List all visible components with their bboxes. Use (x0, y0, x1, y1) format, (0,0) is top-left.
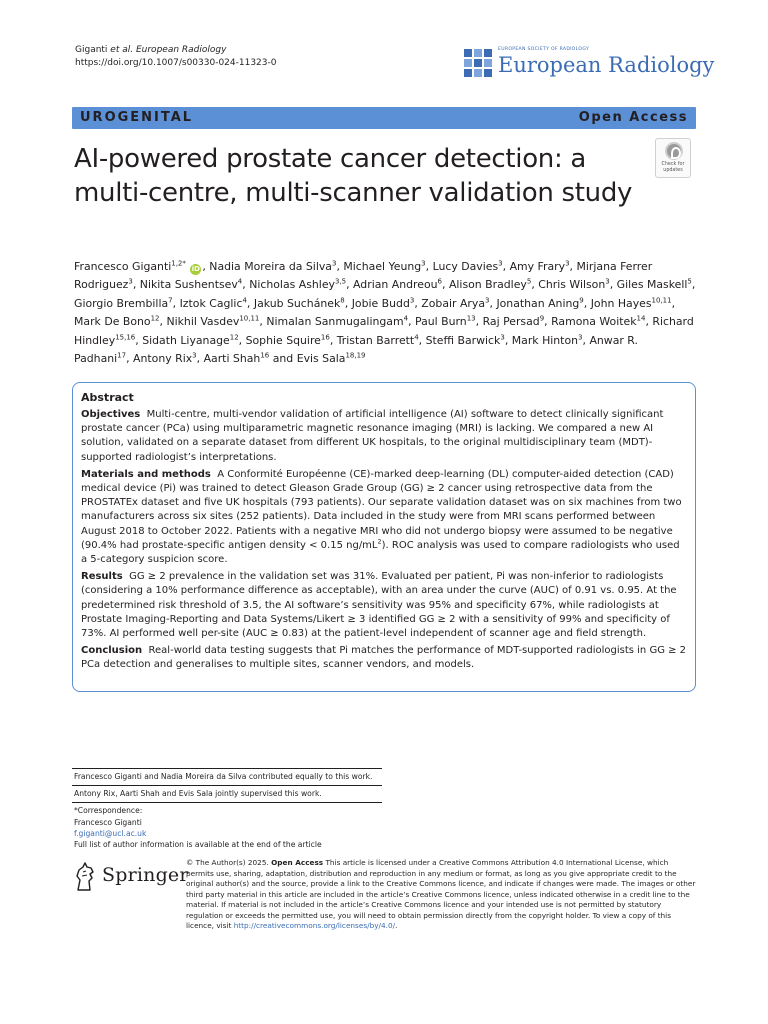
author-affiliation: 1,2* (171, 259, 186, 268)
author-entry (142, 334, 238, 347)
correspondence-email-link[interactable]: f.giganti@ucl.ac.uk (74, 828, 147, 838)
author-affiliation: 15,16 (115, 333, 136, 341)
correspondence-name: Francesco Giganti (74, 817, 142, 827)
author-affiliation: 10,11 (239, 314, 260, 323)
author-name[interactable]: Chris Wilson (538, 278, 606, 292)
author-affiliation: 3,5 (334, 277, 347, 286)
author-name[interactable]: Sidath Liyanage (142, 333, 230, 347)
author-entry (421, 297, 489, 310)
author-entry (74, 315, 160, 328)
author-name[interactable]: Richard Hindley (74, 315, 694, 347)
author-name[interactable]: Jobie Budd (351, 296, 410, 310)
journal-brand (462, 44, 715, 84)
publisher-logo (74, 862, 189, 898)
author-affiliation: 3 (498, 259, 503, 268)
author-entry (297, 352, 366, 365)
author-entry (591, 297, 672, 310)
author-name[interactable]: Raj Persad (482, 315, 540, 329)
author-name[interactable]: Ramona Woitek (551, 315, 637, 329)
abstract-methods (81, 468, 687, 567)
author-name[interactable]: Giorgio Brembilla (74, 296, 169, 310)
author-affiliation: 14 (636, 314, 646, 323)
author-affiliation: 3 (409, 296, 415, 305)
author-entry (209, 260, 336, 273)
author-affiliation: 12 (150, 314, 160, 323)
author-name[interactable]: Lucy Davies (432, 260, 499, 273)
author-name[interactable]: Tristan Barrett (336, 333, 415, 347)
author-name[interactable]: Sophie Squire (245, 333, 321, 347)
author-name[interactable]: Nimalan Sanmugalingam (266, 315, 404, 329)
author-affiliation: 4 (237, 277, 243, 286)
society-name: EUROPEAN SOCIETY OF RADIOLOGY (498, 47, 590, 52)
citation-doi[interactable]: https://doi.org/10.1007/s00330-024-11323-0 (75, 58, 277, 68)
author-affiliation: 5 (526, 277, 532, 286)
author-affiliation: 16 (320, 333, 330, 341)
author-affiliation: 3 (485, 296, 490, 305)
license-link[interactable]: http://creativecommons.org/licenses/by/4.0/ (233, 921, 396, 930)
equal-contribution-note: Francesco Giganti and Nadia Moreira da Silva contributed equally to this work. (74, 772, 373, 781)
author-affiliation: 16 (260, 351, 270, 360)
objectives-text: Multi-centre, multi-vendor validation of artificial intelligence (AI) software to detect clinically significant prostate cancer (PCa) using multiparametric magnetic resonance imaging (MRI) is lacking. We compared a new AI solution, validated on a separate dataset from different UK hospitals, to the original multidisciplinary team (MDT)-supported radiologist’s interpretations. (81, 409, 664, 463)
author-entry (449, 278, 531, 291)
author-affiliation: 7 (168, 296, 173, 305)
results-text: GG ≥ 2 prevalence in the validation set was 31%. Evaluated per patient, Pi was non-inferior to radiologists (considering a 10% performance difference as acceptable), with an area under the curve (AUC) of 0.91 vs. 0.95. At the predetermined risk threshold of 3.5, the AI software’s sensitivity was 95% and specificity 67%, while radiologists at Prostate Imaging-Reporting and Data Systems/Likert ≥ 3 identified GG ≥ 2 with a sensitivity of 99% and specificity of 73%. AI performed well per-site (AUC ≥ 0.83) at the patient-level independent of scanner age and field strength. (81, 571, 677, 640)
journal-name[interactable]: European Radiology (498, 53, 715, 77)
author-name[interactable]: Adrian Andreou (353, 278, 438, 292)
author-list: Francesco Giganti$^{1,2*}$ iD , Nadia Moreira da Silva$^3$, Michael Yeung$^3$, Lucy Davies$^3$, Amy Frary$^3$, Mirjana Ferrer Rodriguez$^3$, Nikita Sushentsev$^4$, Nicholas Ashley$^{3,5}$, Adrian Andreou$^6$, Alison Bradley$^5$, Chris Wilson$^3$, Giles Maskell$^5$, Giorgio Brembilla$^7$, Iztok Caglic$^4$, Jakub Suchánek$^8$, Jobie Budd$^3$, Zobair Arya$^3$, Jonathan Aning$^9$, John Hayes$^{10,11}$, Mark De Bono$^{12}$, Nikhil Vasdev$^{10,11}$, Nimalan Sanmugalingam$^4$, Paul Burn$^{13}$, Raj Persad$^9$, Ramona Woitek$^{14}$, Richard Hindley$^{15,16}$, Sidath Liyanage$^{12}$, Sophie Squire$^{16}$, Tristan Barrett$^4$, Steffi Barwick$^3$, Mark Hinton$^3$, Anwar R. Padhani$^{17}$, Antony Rix$^3$, Aarti Shah$^{16}$ and Evis Sala$^{18,19}$ (74, 259, 696, 366)
author-affiliation: 3 (565, 259, 570, 268)
springer-horse-icon (74, 862, 98, 892)
author-affiliation: 3 (192, 351, 197, 360)
author-affiliation: 9 (579, 296, 584, 305)
author-entry (74, 297, 173, 310)
author-entry (204, 352, 270, 365)
author-entry (538, 278, 609, 291)
citation-journal: European Radiology (133, 45, 227, 55)
author-affiliation: 3 (500, 333, 505, 341)
author-affiliation: 3 (331, 259, 337, 268)
author-name[interactable]: Francesco Giganti (74, 260, 172, 273)
author-affiliation: 4 (242, 296, 247, 305)
author-affiliation: 13 (466, 314, 476, 323)
author-name[interactable]: Alison Bradley (448, 278, 527, 292)
publisher-name: Springer (102, 864, 189, 886)
author-name[interactable]: John Hayes (590, 296, 652, 310)
abstract-heading: Abstract (81, 391, 134, 404)
abstract-conclusion (81, 644, 687, 672)
esr-logo-icon (462, 49, 494, 77)
orcid-icon[interactable]: iD (191, 265, 200, 273)
author-affiliation: 4 (403, 314, 409, 323)
author-name[interactable]: Paul Burn (415, 315, 467, 329)
author-entry (246, 334, 330, 347)
author-entry (433, 260, 503, 273)
methods-superscript: 2 (377, 537, 382, 546)
conclusion-text: Real-world data testing suggests that Pi matches the performance of MDT-supported radiologists in GG ≥ 2 PCa detection and generalises to multiple sites, scanner vendors, and models. (81, 645, 687, 671)
author-entry (551, 315, 645, 328)
author-affiliation: 6 (437, 277, 442, 286)
author-entry (133, 352, 197, 365)
author-name[interactable]: Anwar R. Padhani (74, 333, 638, 366)
author-name[interactable]: Michael Yeung (343, 260, 422, 273)
results-label: Results (81, 571, 123, 583)
author-entry (166, 315, 259, 328)
license-text: This article is licensed under a Creative Commons Attribution 4.0 International License, which permits use, sharing, adaptation, distribution and reproduction in any medium or format, as long as you give appropriate credit to the original author(s) and the source, provide a link to the Creative Commons licence, and indicate if changes were made. The images or other third party material in this article are included in the article’s Creative Commons licence, unless indicated otherwise in a credit line to the material. If material is not included in the article’s Creative Commons licence and your intended use is not permitted by statutory regulation or exceeds the permitted use, you will need to obtain permission directly from the copyright holder. To view a copy of this licence, visit (186, 858, 696, 930)
author-affiliation: 3 (128, 277, 133, 286)
author-affiliation: 10,11 (651, 296, 672, 305)
author-entry (483, 315, 545, 328)
author-affiliation: 12 (229, 333, 239, 341)
author-affiliation: 18,19 (345, 351, 366, 360)
author-entry (510, 260, 570, 273)
license-statement (186, 858, 696, 932)
author-name[interactable]: Nadia Moreira da Silva (209, 260, 332, 273)
abstract-objectives (81, 408, 687, 465)
abstract-box (72, 382, 696, 692)
section-bar (72, 107, 696, 129)
author-entry (343, 260, 425, 273)
check-updates-label: Check for updates (661, 162, 685, 173)
author-entry (512, 334, 583, 347)
citation-line (75, 44, 276, 57)
author-entry (352, 297, 415, 310)
check-for-updates-button[interactable] (655, 138, 691, 178)
joint-supervision-note: Antony Rix, Aarti Shah and Evis Sala jointly supervised this work. (74, 789, 322, 799)
author-name[interactable]: Jakub Suchánek (253, 296, 341, 310)
author-name[interactable]: Aarti Shah (203, 352, 261, 366)
citation-header (75, 44, 276, 70)
author-info-note: Full list of author information is available at the end of the article (74, 840, 322, 850)
author-entry (337, 334, 419, 347)
open-access-label: Open Access (578, 110, 688, 125)
crossmark-icon (665, 142, 683, 160)
author-affiliation: 5 (687, 277, 692, 286)
author-name[interactable]: Zobair Arya (421, 296, 486, 310)
author-entry (353, 278, 442, 291)
author-entry (140, 278, 242, 291)
citation-et-al: et al. (110, 45, 134, 55)
correspondence-block (72, 803, 382, 853)
author-entry (426, 334, 505, 347)
author-affiliation: 3 (421, 259, 426, 268)
author-name[interactable]: Jonathan Aning (496, 296, 580, 310)
author-entry (249, 278, 346, 291)
author-name[interactable]: Steffi Barwick (425, 333, 501, 347)
author-affiliation: 4 (414, 333, 419, 341)
author-joiner: and (269, 352, 297, 366)
author-entry (254, 297, 345, 310)
license-suffix: . (395, 921, 398, 930)
author-entry (496, 297, 583, 310)
author-affiliation: 17 (117, 351, 127, 360)
article-title: AI-powered prostate cancer detection: a multi-centre, multi-scanner validation study (74, 144, 633, 208)
author-name[interactable]: Evis Sala (296, 352, 346, 366)
author-entry (180, 297, 247, 310)
copyright-text: © The Author(s) 2025. (186, 858, 272, 867)
author-entry (266, 315, 408, 328)
author-name[interactable]: Iztok Caglic (179, 296, 243, 310)
abstract-results (81, 570, 687, 641)
objectives-label: Objectives (81, 409, 141, 420)
methods-label: Materials and methods (81, 468, 211, 480)
methods-text-end: ). ROC analysis was used to compare radiologists who used a 5-category suspicion score. (81, 539, 680, 566)
author-affiliation: 8 (340, 296, 345, 305)
author-name[interactable]: Mark De Bono (74, 315, 151, 329)
author-name[interactable]: Nikhil Vasdev (166, 315, 240, 329)
author-name[interactable]: Nikita Sushentsev (139, 278, 238, 292)
section-category: UROGENITAL (80, 110, 194, 125)
conclusion-label: Conclusion (81, 645, 143, 657)
correspondence-label: *Correspondence: (74, 806, 143, 816)
author-entry (74, 260, 202, 273)
author-name[interactable]: Antony Rix (133, 352, 193, 366)
author-entry (617, 278, 692, 291)
author-name[interactable]: Mark Hinton (511, 333, 579, 347)
author-affiliation: 9 (539, 314, 545, 323)
author-affiliation: 3 (578, 333, 583, 341)
author-name[interactable]: Giles Maskell (616, 278, 688, 292)
author-name[interactable]: Nicholas Ashley (249, 278, 335, 292)
author-name[interactable]: Mirjana Ferrer Rodriguez (74, 260, 653, 292)
footnotes (72, 768, 382, 853)
author-entry (415, 315, 476, 328)
citation-author: Giganti (75, 45, 111, 55)
open-access-bold: Open Access (271, 858, 324, 867)
author-name[interactable]: Amy Frary (509, 260, 566, 273)
methods-text: A Conformité Européenne (CE)-marked deep-learning (DL) computer-aided detection (CAD) medical device (Pi) was trained to detect Gleason Grade Group (GG) ≥ 2 cancer using retrospective data from the PROSTATEx dataset and five UK hospitals (793 patients). Our separate validation dataset was on six machines from two manufacturers across six sites (252 patients). Data included in the study were from MRI scans performed between August 2018 to October 2022. Patients with a negative MRI who did not undergo biopsy were assumed to be negative (90.4% had prostate-specific antigen density < 0.15 ng/mL (81, 468, 682, 551)
author-affiliation: 3 (605, 277, 610, 286)
